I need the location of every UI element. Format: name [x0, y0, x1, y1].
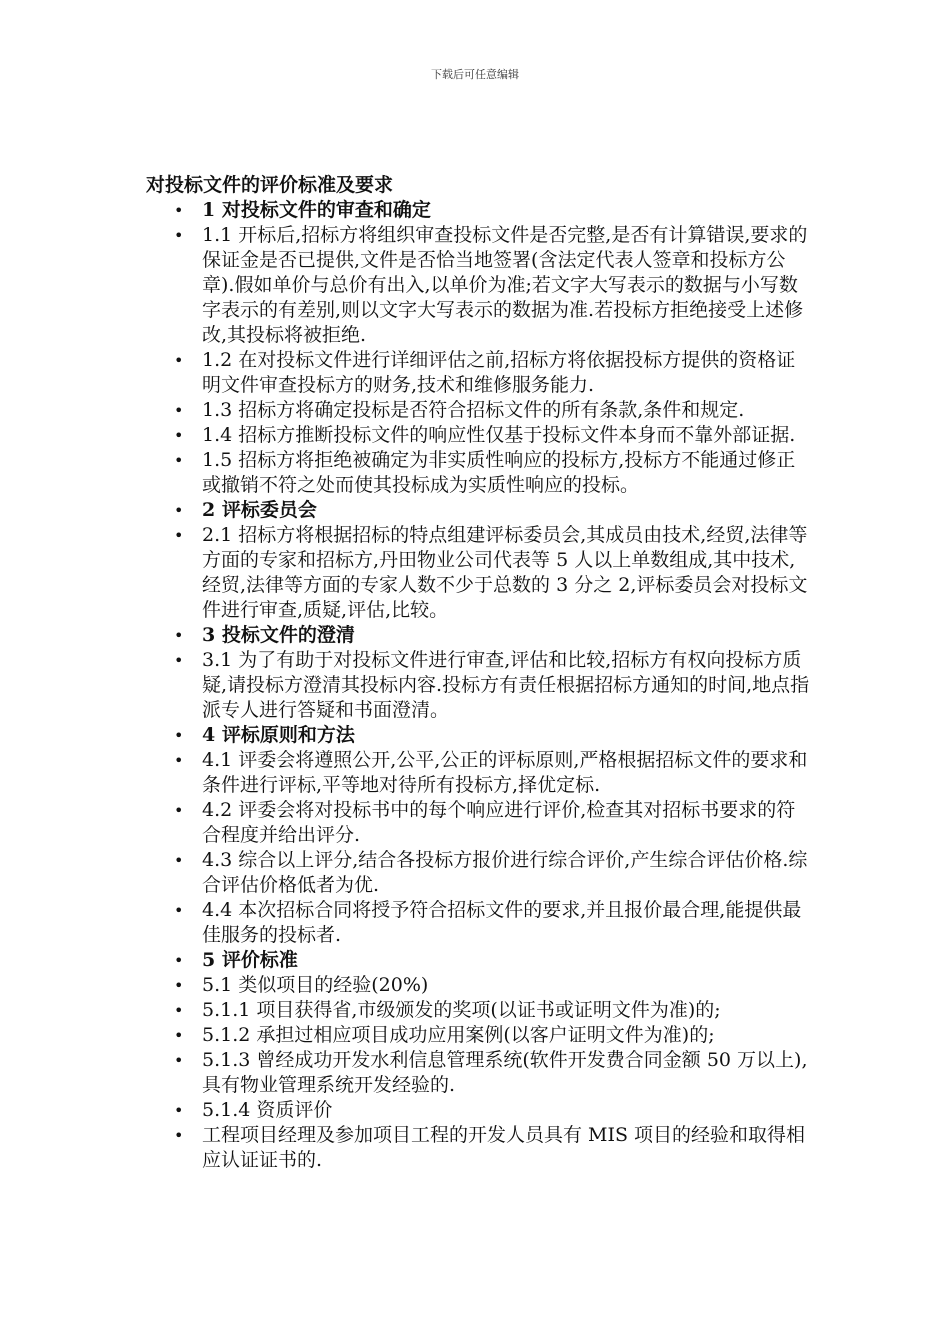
bullet-icon: •: [174, 1051, 184, 1070]
list-item: [146, 798, 814, 848]
list-item: [146, 348, 814, 398]
bullet-icon: •: [174, 626, 184, 645]
list-item-text: 5.1.1 项目获得省,市级颁发的奖项(以证书或证明文件为准)的;: [202, 999, 721, 1021]
document-body: [146, 172, 814, 1173]
list-item: [146, 223, 814, 348]
bullet-icon: •: [174, 976, 184, 995]
list-item-text: 5.1.4 资质评价: [202, 1099, 333, 1121]
list-item-text: 4.1 评委会将遵照公开,公平,公正的评标原则,严格根据招标文件的要求和条件进行评标,平等地对待所有投标方,择优定标.: [202, 749, 808, 796]
list-item: [146, 423, 814, 448]
list-item-text: 4.4 本次招标合同将授予符合招标文件的要求,并且报价最合理,能提供最佳服务的投标者.: [202, 899, 802, 946]
list-item: [146, 973, 814, 998]
list-item: [146, 1048, 814, 1098]
bullet-icon: •: [174, 901, 184, 920]
list-item-text: 2.1 招标方将根据招标的特点组建评标委员会,其成员由技术,经贸,法律等方面的专家和招标方,丹田物业公司代表等 5 人以上单数组成,其中技术,经贸,法律等方面的专家人数不少于总数的 3 分之 2,评标委员会对投标文件进行审查,质疑,评估,比较。: [202, 524, 808, 621]
list-item-text: 4.2 评委会将对投标书中的每个响应进行评价,检查其对招标书要求的符合程度并给出评分.: [202, 799, 796, 846]
section-heading-item: [146, 198, 814, 223]
list-item: [146, 898, 814, 948]
list-item: [146, 648, 814, 723]
bullet-icon: •: [174, 1001, 184, 1020]
list-item-text: 工程项目经理及参加项目工程的开发人员具有 MIS 项目的经验和取得相应认证证书的.: [202, 1124, 806, 1171]
bullet-icon: •: [174, 401, 184, 420]
bullet-icon: •: [174, 726, 184, 745]
list-item-text: 4 评标原则和方法: [202, 724, 355, 746]
bullet-icon: •: [174, 201, 184, 220]
list-item-text: 1.2 在对投标文件进行详细评估之前,招标方将依据投标方提供的资格证明文件审查投标方的财务,技术和维修服务能力.: [202, 349, 796, 396]
bullet-icon: •: [174, 851, 184, 870]
list-item: [146, 1098, 814, 1123]
bullet-icon: •: [174, 1101, 184, 1120]
list-item-text: 2 评标委员会: [202, 499, 317, 521]
section-heading-item: [146, 723, 814, 748]
section-heading-item: [146, 498, 814, 523]
bullet-icon: •: [174, 451, 184, 470]
page-header: 下载后可任意编辑: [431, 68, 519, 81]
criteria-list: [146, 198, 814, 1173]
bullet-icon: •: [174, 351, 184, 370]
bullet-icon: •: [174, 1026, 184, 1045]
list-item: [146, 523, 814, 623]
list-item-text: 5.1.2 承担过相应项目成功应用案例(以客户证明文件为准)的;: [202, 1024, 715, 1046]
list-item: [146, 448, 814, 498]
bullet-icon: •: [174, 501, 184, 520]
list-item: [146, 398, 814, 423]
list-item-text: 1.4 招标方推断投标文件的响应性仅基于投标文件本身而不靠外部证据.: [202, 424, 796, 446]
list-item-text: 5.1.3 曾经成功开发水利信息管理系统(软件开发费合同金额 50 万以上),具有物业管理系统开发经验的.: [202, 1049, 808, 1096]
bullet-icon: •: [174, 651, 184, 670]
bullet-icon: •: [174, 226, 184, 245]
bullet-icon: •: [174, 951, 184, 970]
list-item: [146, 998, 814, 1023]
list-item: [146, 748, 814, 798]
section-heading-item: [146, 948, 814, 973]
bullet-icon: •: [174, 426, 184, 445]
bullet-icon: •: [174, 526, 184, 545]
bullet-icon: •: [174, 1126, 184, 1145]
list-item: [146, 1023, 814, 1048]
section-heading-item: [146, 623, 814, 648]
list-item-text: 1.5 招标方将拒绝被确定为非实质性响应的投标方,投标方不能通过修正或撤销不符之处而使其投标成为实质性响应的投标。: [202, 449, 796, 496]
list-item-text: 5 评价标准: [202, 949, 298, 971]
list-item-text: 3 投标文件的澄清: [202, 624, 355, 646]
list-item: [146, 848, 814, 898]
bullet-icon: •: [174, 751, 184, 770]
list-item-text: 1.1 开标后,招标方将组织审查投标文件是否完整,是否有计算错误,要求的保证金是否已提供,文件是否恰当地签署(含法定代表人签章和投标方公章).假如单价与总价有出入,以单价为准;若文字大写表示的数据与小写数字表示的有差别,则以文字大写表示的数据为准.若投标方拒绝接受上述修改,其投标将被拒绝.: [202, 224, 808, 346]
list-item-text: 5.1 类似项目的经验(20%): [202, 974, 429, 996]
document-title: 对投标文件的评价标准及要求: [146, 174, 394, 196]
list-item-text: 1.3 招标方将确定投标是否符合招标文件的所有条款,条件和规定.: [202, 399, 745, 421]
bullet-icon: •: [174, 801, 184, 820]
list-item-text: 3.1 为了有助于对投标文件进行审查,评估和比较,招标方有权向投标方质疑,请投标方澄清其投标内容.投标方有责任根据招标方通知的时间,地点指派专人进行答疑和书面澄清。: [202, 649, 810, 721]
list-item: [146, 1123, 814, 1173]
list-item-text: 1 对投标文件的审查和确定: [202, 199, 431, 221]
list-item-text: 4.3 综合以上评分,结合各投标方报价进行综合评价,产生综合评估价格.综合评估价格低者为优.: [202, 849, 808, 896]
